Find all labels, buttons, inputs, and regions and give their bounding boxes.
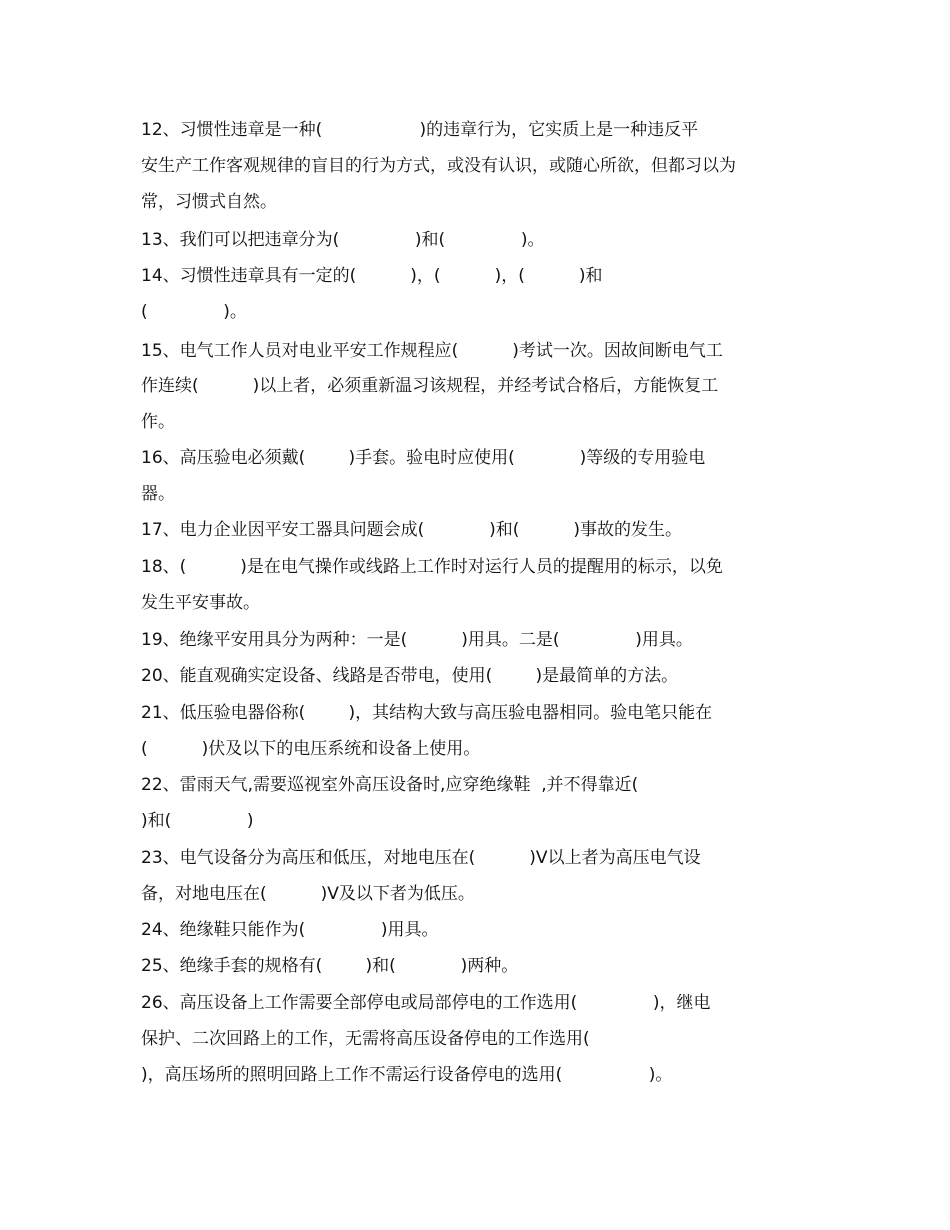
q12-line-1: 12、习惯性违章是一种( )的违章行为，它实质上是一种违反平 [141,120,699,140]
q18-line-2: 发生平安事故。 [141,593,260,613]
q14-line-2: ( )。 [141,302,247,322]
q13-line-1: 13、我们可以把违章分为( )和( )。 [141,230,545,250]
q20-line-1: 20、能直观确实定设备、线路是否带电，使用( )是最简单的方法。 [141,666,679,686]
q22-line-1: 22、雷雨天气,需要巡视室外高压设备时,应穿绝缘鞋 ,并不得靠近( [141,775,639,795]
q15-line-3: 作。 [141,412,175,432]
q25-line-1: 25、绝缘手套的规格有( )和( )两种。 [141,956,519,976]
q24-line-1: 24、绝缘鞋只能作为( )用具。 [141,920,439,940]
q23-line-2: 备，对地电压在( )V及以下者为低压。 [141,884,475,904]
q21-line-1: 21、低压验电器俗称( )，其结构大致与高压验电器相同。验电笔只能在 [141,703,713,723]
q17-line-1: 17、电力企业因平安工器具问题会成( )和( )事故的发生。 [141,520,683,540]
q21-line-2: ( )伏及以下的电压系统和设备上使用。 [141,739,481,759]
q14-line-1: 14、习惯性违章具有一定的( )，( )，( )和 [141,266,603,286]
q16-line-2: 器。 [141,484,175,504]
q12-line-2: 安生产工作客观规律的盲目的行为方式，或没有认识，或随心所欲，但都习以为 [141,156,736,176]
q15-line-2: 作连续( )以上者，必须重新温习该规程，并经考试合格后，方能恢复工 [141,376,719,396]
q26-line-3: )，高压场所的照明回路上工作不需运行设备停电的选用( )。 [141,1065,673,1085]
q26-line-1: 26、高压设备上工作需要全部停电或局部停电的工作选用( )，继电 [141,993,711,1013]
q15-line-1: 15、电气工作人员对电业平安工作规程应( )考试一次。因故间断电气工 [141,341,723,361]
q18-line-1: 18、( )是在电气操作或线路上工作时对运行人员的提醒用的标示，以免 [141,557,723,577]
q23-line-1: 23、电气设备分为高压和低压，对地电压在( )V以上者为高压电气设 [141,848,701,868]
q19-line-1: 19、绝缘平安用具分为两种：一是( )用具。二是( )用具。 [141,630,693,650]
q22-line-2: )和( ) [141,811,254,831]
q12-line-3: 常，习惯式自然。 [141,192,277,212]
q26-line-2: 保护、二次回路上的工作，无需将高压设备停电的工作选用( [141,1029,590,1049]
q16-line-1: 16、高压验电必须戴( )手套。验电时应使用( )等级的专用验电 [141,448,706,468]
